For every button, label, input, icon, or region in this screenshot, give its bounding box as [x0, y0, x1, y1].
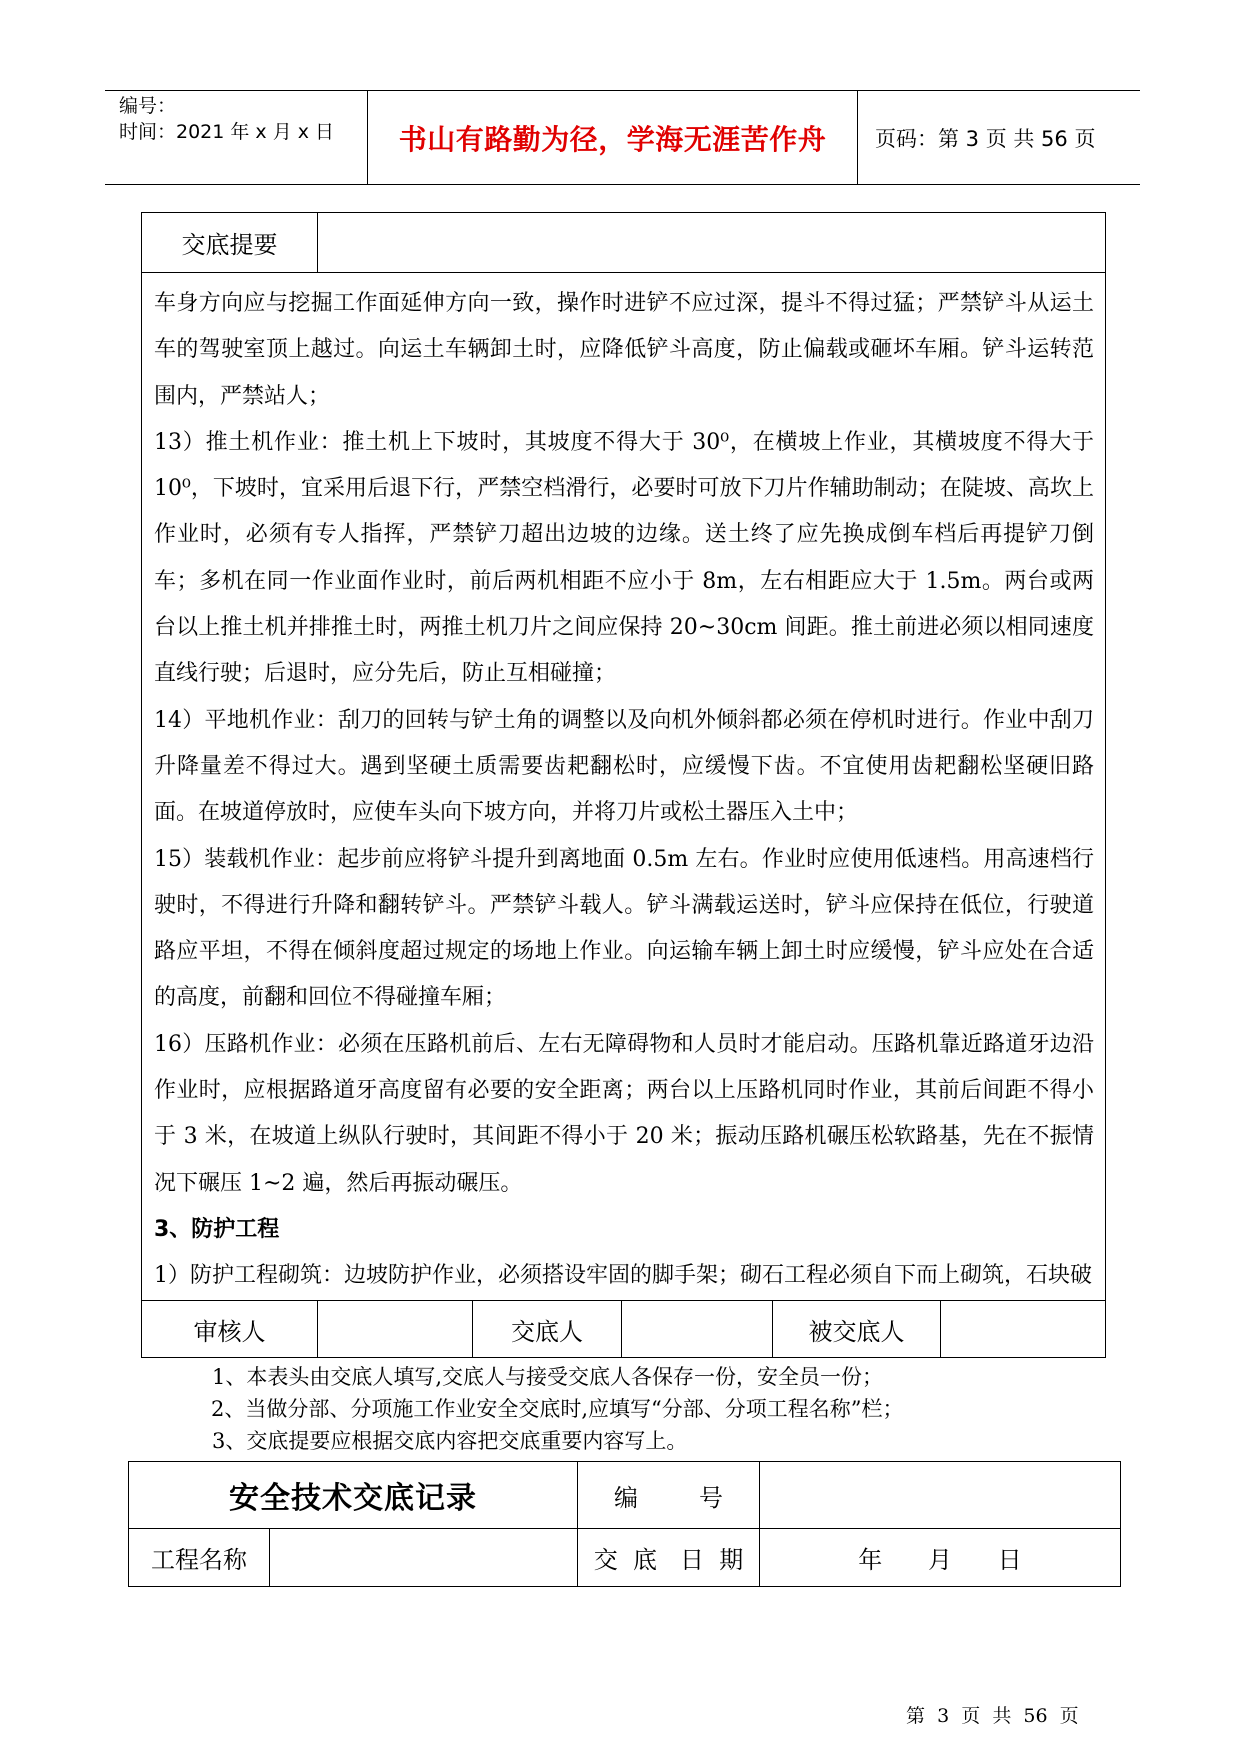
number-label: 编 号	[578, 1462, 760, 1528]
content-paragraph: 14）平地机作业：刮刀的回转与铲土角的调整以及向机外倾斜都必须在停机时进行。作业中刮刀升降量差不得过大。遇到坚硬土质需要齿耙翻松时，应缓慢下齿。不宜使用齿耙翻松坚硬旧路面。在坡道停放时，应使车头向下坡方向，并将刀片或松土器压入土中；	[154, 707, 1094, 826]
next-record-table	[128, 1461, 1121, 1587]
page-info: 页码：第 3 页 共 56 页	[875, 126, 1096, 151]
note-item: 1、本表头由交底人填写,交底人与接受交底人各保存一份，安全员一份；	[212, 1365, 884, 1389]
content-paragraph: 13）推土机作业：推土机上下坡时，其坡度不得大于 30⁰，在横坡上作业，其横坡度不得大于 10⁰，下坡时，宜采用后退下行，严禁空档滑行，必要时可放下刀片作辅助制动；在陡坡、高坎上作业时，必须有专人指挥，严禁铲刀超出边坡的边缘。送土终了应先换成倒车档后再提铲刀倒车；多机在同一作业面作业时，前后两机相距不应小于 8m，左右相距应大于 1.5m。两台或两台以上推土机并排推土时，两推土机刀片之间应保持 20~30cm 间距。推土前进必须以相同速度直线行驶；后退时，应分先后，防止互相碰撞；	[154, 429, 1094, 687]
section-heading: 3、防护工程	[154, 1216, 280, 1242]
page-header	[105, 90, 1140, 185]
content-paragraph: 15）装载机作业：起步前应将铲斗提升到离地面 0.5m 左右。作业时应使用低速档。用高速档行驶时，不得进行升降和翻转铲斗。严禁铲斗载人。铲斗满载运送时，铲斗应保持在低位，行驶道路应平坦，不得在倾斜度超过规定的场地上作业。向运输车辆上卸土时应缓慢，铲斗应处在合适的高度，前翻和回位不得碰撞车厢；	[154, 846, 1094, 1011]
header-motto-cell	[367, 91, 858, 184]
summary-value-field[interactable]	[318, 213, 1105, 272]
receiver-label: 被交底人	[773, 1301, 941, 1357]
project-field[interactable]	[270, 1528, 578, 1586]
record-title: 安全技术交底记录	[129, 1462, 578, 1528]
note-item: 2、当做分部、分项施工作业安全交底时,应填写“分部、分项工程名称”栏；	[211, 1397, 904, 1421]
header-page-cell	[858, 91, 1140, 184]
content-paragraph: 1）防护工程砌筑：边坡防护作业，必须搭设牢固的脚手架；砌石工程必须自下而上砌筑，石块破	[154, 1263, 1093, 1289]
summary-row	[142, 213, 1105, 273]
disclosure-record-table	[141, 212, 1106, 1358]
project-label: 工程名称	[129, 1528, 270, 1586]
content-paragraph: 16）压路机作业：必须在压路机前后、左右无障碍物和人员时才能启动。压路机靠近路道牙边沿作业时，应根据路道牙高度留有必要的安全距离；两台以上压路机同时作业，其前后间距不得小于 3 米，在坡道上纵队行驶时，其间距不得小于 20 米；振动压路机碾压松软路基，先在不振情况下碾压 1~2 遍，然后再振动碾压。	[154, 1031, 1094, 1196]
page-footer: 第 3 页 共 56 页	[906, 1705, 1079, 1727]
summary-label: 交底提要	[142, 213, 318, 272]
receiver-field[interactable]	[941, 1301, 1104, 1357]
reviewer-label: 审核人	[142, 1301, 318, 1357]
content-paragraph: 车身方向应与挖掘工作面延伸方向一致，操作时进铲不应过深，提斗不得过猛；严禁铲斗从运土车的驾驶室顶上越过。向运土车辆卸土时，应降低铲斗高度，防止偏载或砸坏车厢。铲斗运转范围内，严禁站人；	[154, 291, 1094, 409]
reviewer-field[interactable]	[318, 1301, 473, 1357]
record-title-row	[129, 1462, 1120, 1529]
note-item: 3、交底提要应根据交底内容把交底重要内容写上。	[212, 1429, 688, 1453]
project-row	[129, 1528, 1120, 1586]
number-field[interactable]	[760, 1462, 1120, 1528]
signature-row	[142, 1300, 1105, 1357]
date-label: 交 底 日 期	[578, 1528, 760, 1586]
disclosure-content	[154, 281, 1094, 1300]
header-meta	[105, 91, 367, 184]
date-value[interactable]: 年 月 日	[858, 1545, 1022, 1574]
motto-text: 书山有路勤为径，学海无涯苦作舟	[398, 122, 827, 156]
discloser-field[interactable]	[622, 1301, 773, 1357]
discloser-label: 交底人	[473, 1301, 622, 1357]
time-label: 时间：2021 年 x 月 x 日	[119, 121, 335, 143]
notes	[212, 1361, 904, 1457]
serial-label: 编号：	[119, 95, 177, 117]
